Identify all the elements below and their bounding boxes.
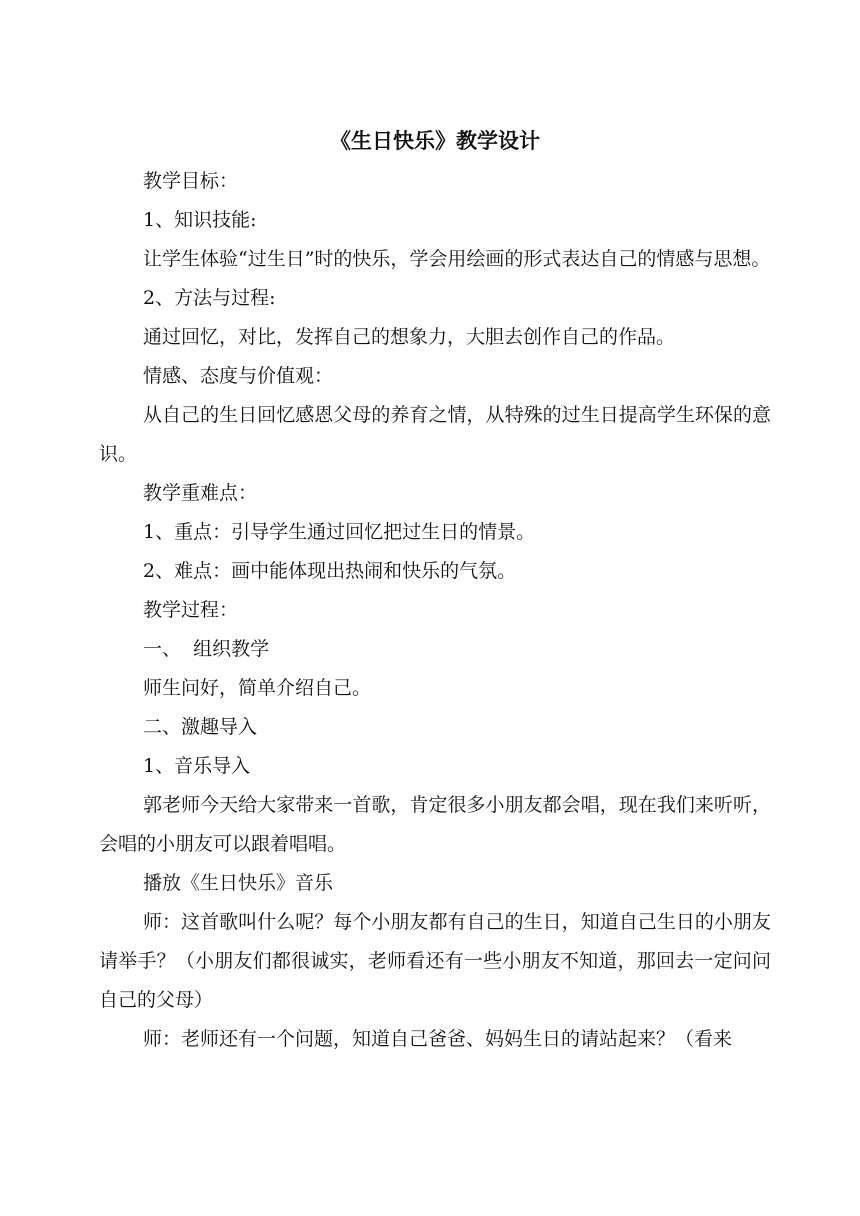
paragraph-15: 1、音乐导入 <box>143 755 251 777</box>
paragraph-9: 1、重点：引导学生通过回忆把过生日的情景。 <box>143 521 536 543</box>
paragraph-2: 1、知识技能: <box>143 209 257 231</box>
paragraph-17: 播放《生日快乐》音乐 <box>143 872 334 894</box>
paragraph-10: 2、难点：画中能体现出热闹和快乐的气氛。 <box>143 560 517 582</box>
paragraph-16: 郭老师今天给大家带来一首歌，肯定很多小朋友都会唱，现在我们来听听，会唱的小朋友可以跟着唱唱。 <box>99 794 771 855</box>
paragraph-18: 师：这首歌叫什么呢？每个小朋友都有自己的生日，知道自己生日的小朋友请举手？（小朋友们都很诚实，老师看还有一些小朋友不知道，那回去一定问问自己的父母） <box>99 911 771 1011</box>
paragraph-8: 教学重难点： <box>143 482 258 504</box>
paragraph-19: 师：老师还有一个问题，知道自己爸爸、妈妈生日的请站起来？（看来 <box>143 1028 733 1050</box>
paragraph-14: 二、激趣导入 <box>143 716 258 738</box>
paragraph-6: 情感、态度与价值观： <box>143 365 334 387</box>
document-title: 《生日快乐》教学设计 <box>330 129 540 153</box>
paragraph-12: 一、 组织教学 <box>143 638 270 660</box>
paragraph-4: 2、方法与过程: <box>143 287 276 309</box>
document-body <box>99 124 771 1059</box>
paragraph-5: 通过回忆，对比，发挥自己的想象力，大胆去创作自己的作品。 <box>143 326 676 348</box>
paragraph-3: 让学生体验“过生日”时的快乐，学会用绘画的形式表达自己的情感与思想。 <box>143 248 771 270</box>
paragraph-11: 教学过程： <box>143 599 239 621</box>
paragraph-1: 教学目标： <box>143 170 239 192</box>
paragraph-13: 师生问好，简单介绍自己。 <box>143 677 372 699</box>
paragraph-7: 从自己的生日回忆感恩父母的养育之情，从特殊的过生日提高学生环保的意识。 <box>99 404 771 465</box>
